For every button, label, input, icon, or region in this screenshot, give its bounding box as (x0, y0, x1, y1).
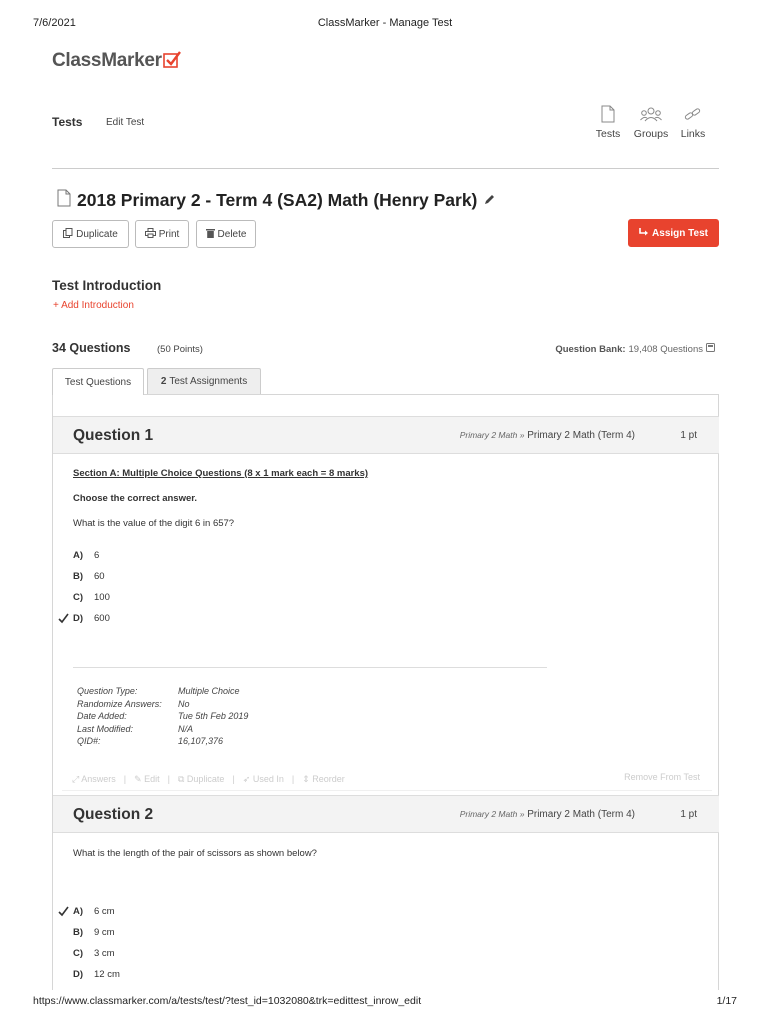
answer-letter: C) (73, 948, 84, 959)
category-name: Primary 2 Math (Term 4) (527, 430, 635, 441)
answer-row-correct (58, 613, 358, 634)
answer-row (58, 550, 358, 571)
question-1-header (53, 416, 719, 454)
page-title: 2018 Primary 2 - Term 4 (SA2) Math (Henry Park) (77, 190, 478, 210)
logo-text: ClassMarker (52, 50, 162, 71)
question-1-actions (62, 767, 712, 791)
question-1-category[interactable] (460, 430, 635, 441)
question-count: 34 Questions (52, 341, 131, 355)
answer-letter: A) (73, 906, 84, 917)
top-nav-tests-label: Tests (595, 128, 621, 140)
top-nav-links-label: Links (680, 128, 706, 140)
print-label: Print (158, 228, 180, 240)
assignments-count: 2 (160, 376, 167, 387)
test-title-row (57, 189, 495, 212)
answer-letter: B) (73, 927, 84, 938)
points-total: (50 Points) (157, 344, 203, 355)
question-1-answers (58, 550, 358, 634)
question-bank-label: Question Bank: (555, 343, 626, 355)
tab-test-questions[interactable] (52, 368, 144, 395)
database-icon (706, 343, 715, 355)
classmarker-logo[interactable] (52, 50, 181, 75)
answer-text: 6 (94, 550, 100, 561)
question-2-points: 1 pt (680, 809, 697, 820)
nav-tests[interactable]: Tests (52, 115, 83, 129)
question-2-answers (58, 906, 358, 990)
answer-text: 9 cm (94, 927, 115, 938)
answer-row (58, 948, 358, 969)
question-1-title: Question 1 (73, 427, 154, 444)
question-2-header (53, 795, 719, 833)
print-date: 7/6/2021 (33, 17, 76, 29)
answer-letter: A) (73, 550, 84, 561)
meta-label: Last Modified: (77, 723, 134, 734)
logo-check-icon (163, 51, 181, 75)
category-prefix: Primary 2 Math » (459, 809, 525, 819)
edit-title-pencil-icon[interactable] (483, 190, 495, 211)
print-url: https://www.classmarker.com/a/tests/test/?test_id=1032080&trk=edittest_inrow_edit (33, 995, 422, 1007)
tab-test-assignments[interactable] (147, 368, 261, 394)
answer-row (58, 969, 358, 990)
test-introduction-heading: Test Introduction (52, 278, 162, 293)
groups-icon (630, 104, 672, 124)
tab-test-questions-label: Test Questions (64, 376, 132, 388)
meta-value: Multiple Choice (178, 686, 240, 696)
duplicate-button[interactable] (52, 220, 129, 248)
answer-row (58, 571, 358, 592)
answer-text: 100 (94, 592, 110, 603)
duplicate-action[interactable]: ⧉ Duplicate (177, 774, 225, 784)
meta-label: Date Added: (77, 711, 127, 721)
question-1-instruction: Choose the correct answer. (73, 493, 198, 504)
answer-letter: B) (73, 571, 84, 582)
answer-text: 6 cm (94, 906, 115, 917)
print-button[interactable] (135, 220, 189, 248)
links-icon (674, 104, 712, 124)
meta-label: QID#: (77, 736, 101, 746)
answer-letter: C) (73, 592, 84, 603)
reorder-action[interactable]: ⇕ Reorder (302, 774, 345, 784)
duplicate-icon (63, 228, 73, 241)
divider: | (123, 774, 127, 784)
top-nav-tests[interactable] (588, 104, 628, 140)
question-2-title: Question 2 (73, 806, 154, 823)
divider: | (232, 774, 235, 784)
question-2-prompt: What is the length of the pair of scissors as shown below? (73, 848, 317, 859)
used-in-action-label: Used In (252, 774, 284, 784)
meta-label: Randomize Answers: (77, 698, 162, 709)
duplicate-label: Duplicate (76, 228, 118, 240)
answer-row (58, 592, 358, 613)
divider: | (291, 774, 295, 784)
reorder-action-label: Reorder (312, 774, 345, 784)
answer-row-correct (58, 906, 358, 927)
duplicate-action-label: Duplicate (186, 774, 225, 784)
assign-test-button[interactable] (628, 219, 719, 247)
answers-action[interactable]: ⤢ Answers (72, 774, 116, 784)
question-1-meta-values (178, 685, 248, 748)
meta-label: Question Type: (77, 686, 138, 696)
answer-letter: D) (73, 969, 84, 980)
print-page-number: 1/17 (716, 995, 737, 1007)
answer-row (58, 927, 358, 948)
remove-from-test-link[interactable]: Remove From Test (624, 772, 700, 782)
meta-value: 16,107,376 (178, 736, 224, 746)
edit-action[interactable]: ✎ Edit (134, 774, 160, 784)
question-1-points: 1 pt (680, 430, 697, 441)
answer-letter: D) (73, 613, 84, 624)
used-in-action[interactable]: ➶ Used In (242, 774, 284, 784)
question-1-section: Section A: Multiple Choice Questions (8 x 1 mark each = 8 marks) (73, 468, 369, 479)
answers-divider (73, 667, 547, 668)
answer-text: 3 cm (94, 948, 115, 959)
delete-label: Delete (217, 228, 247, 240)
add-introduction-link[interactable]: + Add Introduction (53, 300, 134, 311)
tab-test-assignments-label: Test Assignments (169, 376, 248, 387)
printer-icon (145, 228, 156, 241)
answer-text: 600 (94, 613, 110, 624)
document-icon (588, 104, 628, 124)
test-document-icon (57, 189, 71, 212)
question-1-prompt: What is the value of the digit 6 in 657? (73, 518, 235, 529)
answers-action-label: Answers (81, 774, 116, 784)
nav-edit-test[interactable]: Edit Test (106, 117, 145, 128)
assign-test-label: Assign Test (652, 227, 708, 239)
question-1-meta-labels (77, 685, 162, 748)
question-bank-link[interactable] (555, 343, 715, 355)
answer-text: 12 cm (94, 969, 120, 980)
trash-icon (206, 228, 215, 241)
top-nav-groups-label: Groups (633, 128, 669, 140)
correct-check-icon (58, 611, 69, 629)
meta-value: N/A (178, 723, 194, 734)
header-divider (52, 168, 719, 169)
share-arrow-icon (639, 227, 649, 240)
top-nav-groups[interactable] (630, 104, 672, 140)
top-nav-links[interactable] (674, 104, 712, 140)
delete-button[interactable] (196, 220, 256, 248)
category-prefix: Primary 2 Math » (459, 430, 525, 440)
question-2-category[interactable] (460, 809, 635, 820)
divider: | (167, 774, 170, 784)
correct-check-icon (58, 904, 69, 922)
meta-value: Tue 5th Feb 2019 (178, 711, 249, 721)
answer-text: 60 (94, 571, 105, 582)
edit-action-label: Edit (144, 774, 160, 784)
category-name: Primary 2 Math (Term 4) (527, 809, 635, 820)
question-bank-value: 19,408 Questions (628, 343, 703, 355)
meta-value: No (178, 698, 190, 709)
print-title: ClassMarker - Manage Test (317, 17, 453, 29)
